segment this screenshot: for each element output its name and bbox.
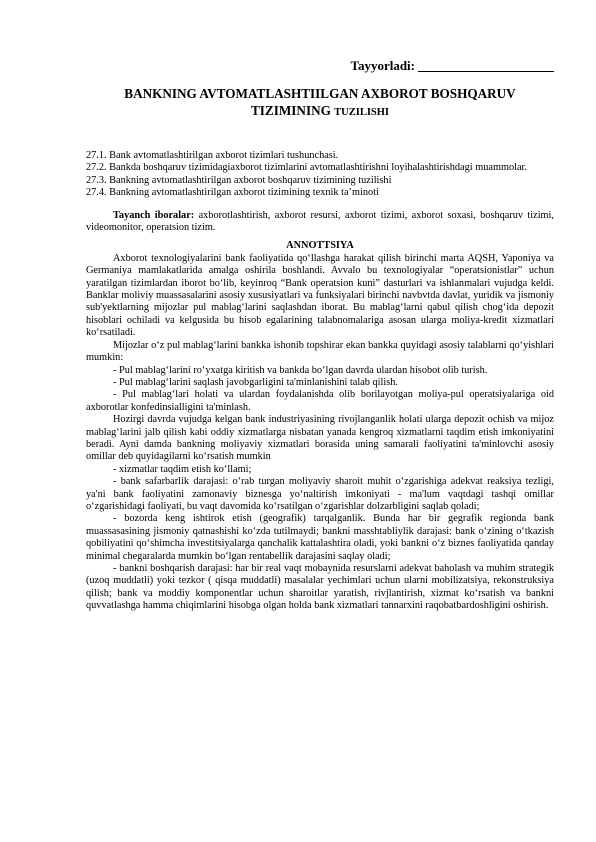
plan-item: 27.4. Bankning avtomatlashtirilgan axborot tizimining texnik ta’minoti — [86, 187, 379, 199]
body-paragraph: Mijozlar o‘z pul mablag‘larini bankka ishonib topshirar ekan bankka quyidagi asosiy talablarni qo‘yishlari mumkin: — [86, 339, 554, 364]
list-item: - xizmatlar taqdim etish ko‘llami; — [113, 463, 252, 475]
signature-blank — [418, 59, 554, 72]
title-line-2-small: TUZILISHI — [334, 107, 390, 118]
list-item: - bozorda keng ishtirok etish (geografik) tarqalganlik. Bunda har bir gegrafik regionda bank muassasasining jismoniy qatnashishi ko‘zda tutilmaydi; bankni masshtabliylik darajasi: bank o‘zining o‘tkazish qobiliyatini qo‘shimcha investitsiyalarga qanchalik kattalashtira oladi, yoki bankni o‘z biznes faoliyatida qanday minimal chegaralarda mumkin bo‘lgan rentabellik darajasini saqlay oladi; — [86, 513, 554, 562]
prepared-by-line — [350, 58, 554, 74]
annotation-heading: ANNOTTSIYA — [286, 240, 354, 252]
plan-item: 27.3. Bankning avtomatlashtirilgan axborot boshqaruv tizimining tuzilishi — [86, 174, 392, 186]
list-item: - bank safarbarlik darajasi: o‘rab turgan moliyaviy sharoit muhit o‘zgarishiga adekvat reaksiya tezligi, ya'ni bank faoliyatini zamonaviy biznesga yo‘naltirish imkoniyati - ma'lum vaqtdagi tashqi omillar o‘zgarishidagi faoliyati, bu vaqt davomida ko‘rsatilgan o‘zgarishlar dolzarbligini saqlab qoladi; — [86, 476, 554, 512]
list-item: - Pul mablag‘larini saqlash javobgarligini ta'minlanishini talab qilish. — [113, 376, 398, 388]
document-body — [86, 150, 554, 613]
spacer — [86, 200, 554, 210]
plan-item: 27.2. Bankda boshqaruv tizimidagiaxborot tizimlarini avtomatlashtirishni loyihalashtirishdagi muammolar. — [86, 162, 527, 174]
list-item: - bankni boshqarish darajasi: har bir real vaqt mobaynida resurslarni adekvat baholash va muhim strategik (uzoq muddatli) yoki tezkor ( qisqa muddatli) masalalar yechimlari uchun ularni mobilizatsiya, rekonstruksiya qilish; bank va moddiy komponentlar uchun sharoitlar yaratish, rivjlantirish, xizmat ko‘rsatish va bankni quvvatlashga hamma chiqimlarini hisobga olgan holda bank xizmatlari tannarxini raqobatbardoshligini oshirish. — [86, 563, 554, 612]
list-item: - Pul mablag‘lari holati va ulardan foydalanishda olib borilayotgan moliya-pul operatsiyalariga oid axborotlar konfedinsialligini ta'minlash. — [86, 389, 554, 413]
prepared-by-label: Tayyorladi: — [350, 58, 415, 73]
keywords-paragraph — [86, 210, 554, 235]
keywords-text: axborotlashtirish, axborot resursi, axborot tizimi, axborot soxasi, boshqaruv tizimi, videomonitor, operatsion tizim. — [86, 209, 554, 234]
body-paragraph: Axborot texnologiyalarini bank faoliyatida qo‘llashga harakat qilish birinchi marta AQSH, Yaponiya va Germaniya mamlakatlarida amalga oshirila boshlandi. Avvalo bu texnologiyalar “operatsionistlar” uchun yaratilgan tizimlardan iborot bo‘lib, keyinroq “Bank operatsion kuni” dasturlari va ishlanmalari vujudga keldi. Banklar moliviy muassasalarini asosiy xususiyatlari va funksiyalari birinchi navbvtda davlat, yuridik va jismoniy sub'yektlarning mijozlar pul mablag‘larini saqlashdan iborat. Bu mablag‘larni qabul qilish chog‘ida depozit hisoblari ochiladi va kelgusida bu hisob egalarining talabnomalariga asosan ularga moliya-kredit xizmatlari ko‘rsatiladi. — [86, 252, 554, 339]
keywords-label: Tayanch iboralar: — [113, 209, 195, 221]
title-line-2 — [86, 102, 554, 121]
title-line-2-main: TIZIMINING — [250, 103, 331, 118]
document-title — [86, 85, 554, 121]
title-line-1: BANKNING AVTOMATLASHTIILGAN AXBOROT BOSHQARUV — [124, 86, 516, 101]
plan-item: 27.1. Bank avtomatlashtirilgan axborot tizimlari tushunchasi. — [86, 150, 339, 161]
body-paragraph: Hozirgi davrda vujudga kelgan bank industriyasining rivojlanganlik holati ularga depozit ochish va mijoz mablag‘larini jalb qilish kabi oddiy xizmatlarga nisbatan yanada kengroq xizmatlarni taqdim etish imkoniyatini beradi. Ayni damda bankning moliyaviy xizmatlari borasida uning samarali faoliyatini ta'minlovchi asosiy omillar deb quyidagilarni ko‘rsatish mumkin — [86, 414, 554, 463]
list-item: - Pul mablag‘larini ro‘yxatga kiritish va bankda bo‘lgan davrda ulardan hisobot olib turish. — [113, 364, 488, 376]
